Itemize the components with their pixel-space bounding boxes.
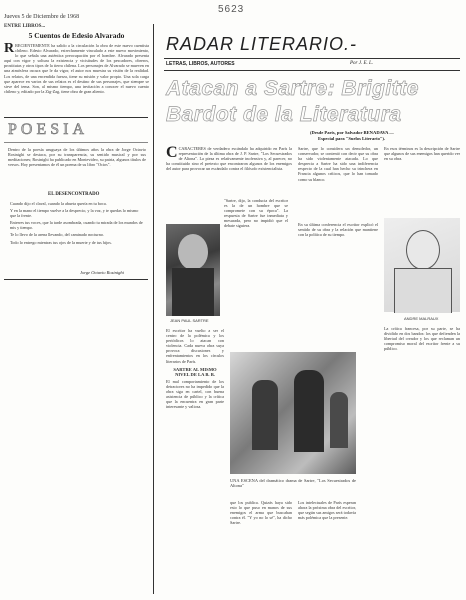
divider <box>4 117 148 118</box>
poem-stanza: Te lo llevo de la arena llevando, del caminado nocturno. <box>10 232 105 238</box>
column-divider <box>153 24 154 594</box>
cuentos-body <box>4 43 149 94</box>
scene-photo <box>230 352 356 474</box>
headline-line-1: Atacan a Sartre: Brigitte <box>166 77 419 100</box>
left-column <box>4 24 149 94</box>
bottom-col-1: que los publica. Quizás haya sido esto lo que puso en manos de sus enemigos el arma que buscaban contra él. "Y yo no lo sé", ha dicho Sartre. <box>230 500 292 526</box>
subsection-label: LETRAS, LIBROS, AUTORES <box>166 61 235 67</box>
poem-stanza: Todo lo entrego mientras tus ojos de la muerte y de tus hijos. <box>10 239 112 245</box>
section-label: ENTRE LIBROS... <box>4 24 46 29</box>
cuentos-text: RECIENTEMENTE ha salido a la circulación la obra de este nuevo cuentista chileno. Edesio Alvarado, estrechamente vinculado a este nuevo movimiento, lo que señala una auténtica preocupación por el hombre. Alvarado presenta aquí con vigor y soltura la existencia y vicisitudes de los pescadores, obreros, prostitutas y otros tipos de la tierra chilena. Los personajes de Alvarado se mueven en una atmósfera oscura que le da vigor, el autor nos muestra su visión de la realidad. Los relatos, de una encendida fuerza, tiene su misión y valor propio. Una sola carga que aparece en varios de sus relatos es el destino de sus personajes, que siempre se sirve del tema. Son, al mismo tiempo, una invitación a conocer el nuevo cuento chileno y, editado por la Zig-Zag, tiene obra de gran aliento. <box>4 43 149 94</box>
poem-intro: Dentro de la poesía uruguaya de los últimos años la obra de Jorge Octavio Rosinighi se destaca, por su transparencia, su sentido musical y por sus meditaciones; Rosinighi ha publicado en Montevideo, su patria, algunos títulos de versos. Hoy presentamos de él un poema de su libro "Ocios". <box>8 147 146 168</box>
archive-stamp: 5623 <box>218 4 245 15</box>
body-col-d: La crítica francesa, por su parte, se ha dividido en dos bandos: los que defienden la libertad del creador y los que reclaman un compromiso moral del escritor frente a su público. <box>384 326 460 352</box>
intro-col-3: En esos términos es la descripción de Sartre que algunos de sus enemigos han querido ver en su obra. <box>384 146 460 162</box>
malraux-photo <box>384 218 460 312</box>
divider <box>4 142 148 143</box>
body-col-c: En su última conferencia el escritor explicó el sentido de su obra y la relación que mantiene con la política de su tiempo. <box>298 222 378 238</box>
divider <box>164 70 460 71</box>
desk-line: Especial para "Suelos Literario"). <box>318 136 386 141</box>
poem-title: EL DESENCONTRADO <box>48 192 100 197</box>
body-col-b: "Sartre, dijo, la conducta del escritor es la de un hombre que se compromete con su época". La respuesta de Sartre fue inmediata y mesurada, pero no impidió que el debate siguiera. <box>224 198 288 229</box>
bottom-col-2: Los intelectuales de París esperan ahora la próxima obra del escritor, que según sus amigos será todavía más polémica que la presente. <box>298 500 356 521</box>
radar-title: RADAR LITERARIO.- <box>166 34 358 54</box>
body-col-a-text-2: El mal comportamiento de los detractores no ha impedido que la obra siga en cartel, con buena asistencia de público y la crítica que la encuentra en gran parte interesante y valiosa. <box>166 378 224 410</box>
malraux-caption: ANDRE MALRAUX <box>404 316 439 321</box>
poem-author: Jorge Octavio Rosinighi <box>80 270 124 275</box>
sartre-caption: JEAN PAUL SARTRE <box>170 318 209 323</box>
intro-col-2: Sartre, que lo considera un demoledor, un conservador, se contentó con decir que su obra ha sido violentamente atacada. Lo que desprecia a Sartre ha sido una indiferencia respecto de la cual han hecho su trinchera en Francia algunos críticos, que lo han tomado como su blanco. <box>298 146 378 182</box>
intro-col-1-text: CARACTERES de verdadero escándalo ha adquirido en París la representación de la última obra de J. P. Sartre, "Los Secuestrados de Altona". La pieza es relativamente inofensiva y, al parecer, no ha constituido sino el pretexto que encontraron algunos de los enemigos del autor para provocar un escándalo contra el filósofo existencialista. <box>166 146 292 172</box>
poem-stanza: Cuando dijo el claval, cuando la abueta quería en tu boca. <box>10 201 107 206</box>
sartre-photo <box>166 224 220 316</box>
byline-small: Por J. E. L. <box>350 61 374 66</box>
divider <box>164 58 460 59</box>
poem-stanza: Y en la mano el tiempo vuelve a la desprecio, y la voz, y te quedas lo mismo que la frente. <box>10 208 139 219</box>
poem-body <box>10 201 144 247</box>
cuentos-title: 5 Cuentos de Edesio Alvarado <box>28 31 125 40</box>
desk-line: (Desde París, por Salvador BENADAVA — <box>310 130 394 135</box>
poem-stanza: Enterres tus voces, que la tarde asombrada, cuando tu mirada de los mundos de mis y tiempo. <box>10 220 143 231</box>
scene-caption: UNA ESCENA del dramático drama de Sartre, "Los Secuestrados de Altona" <box>230 478 356 489</box>
poesia-label: POESIA <box>8 121 89 138</box>
subhead: SARTRE AL MISMO NIVEL DE LA B. B. <box>173 366 217 377</box>
drop-cap: R <box>4 41 15 56</box>
date-line: Jueves 5 de Diciembre de 1968 <box>4 14 80 20</box>
intro-col-1: CCARACTERES de verdadero escándalo ha adquirido en París la representación de la última obra de J. P. Sartre, "Los Secuestrados de Altona". La pieza es relativamente inofensiva y, al parecer, no ha constituido sino el pretexto que encontraron algunos de los enemigos del autor para provocar un escándalo contra el filósofo existencialista. <box>166 144 292 172</box>
headline-line-2: Bardot de la Literatura <box>166 103 402 126</box>
divider <box>4 279 148 280</box>
body-col-a-text: El escritor ha vuelto a ser el centro de la polémica y los periódicos lo atacan con violencia. Cada nueva obra suya provoca discusiones y enfrentamientos en los círculos literarios de París. <box>166 328 224 364</box>
body-col-a <box>166 328 224 409</box>
